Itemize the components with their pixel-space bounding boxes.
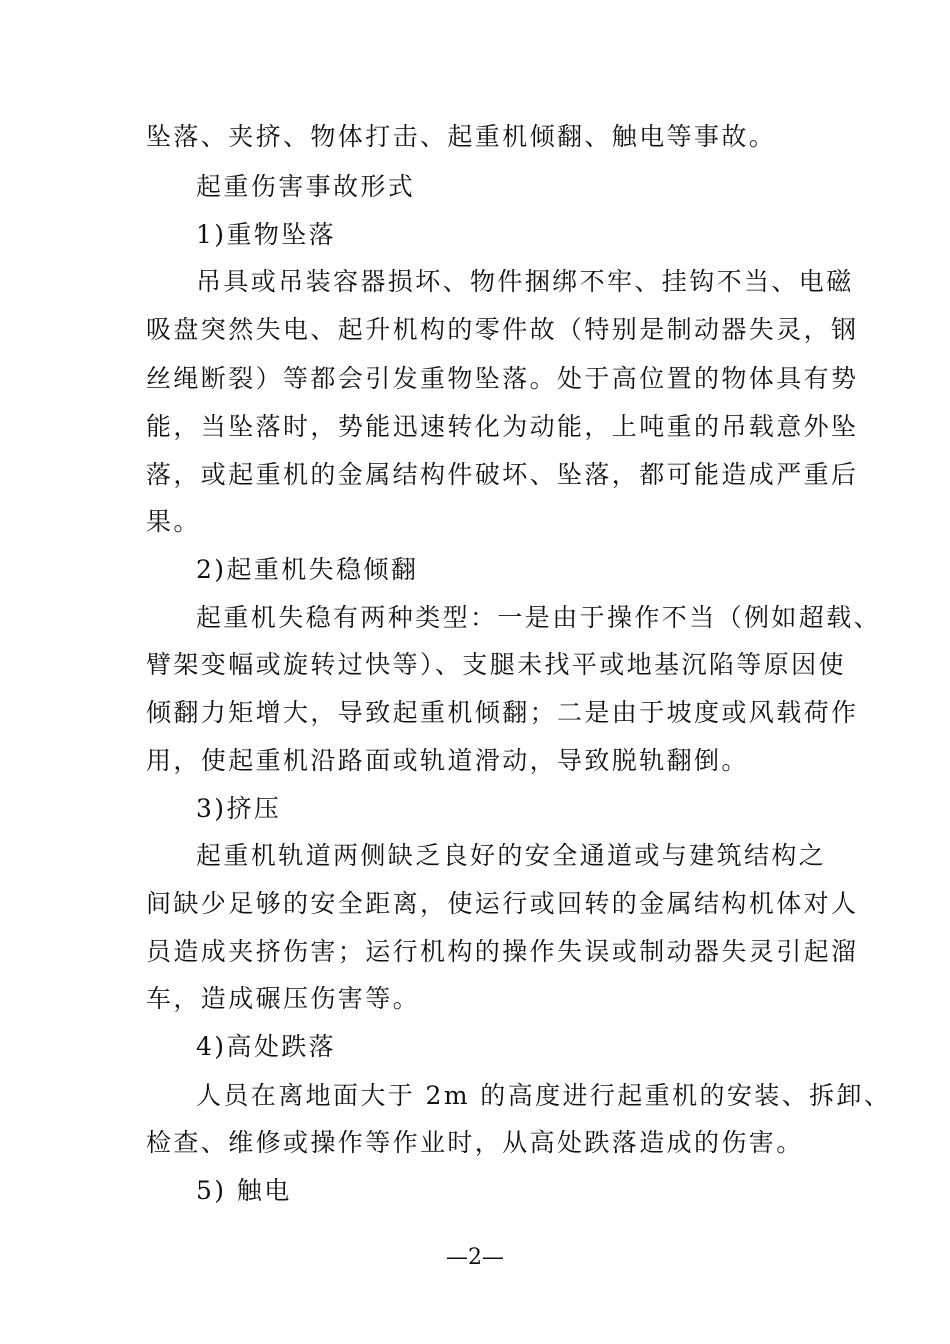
- subsection-heading: 5) 触电: [196, 1176, 292, 1205]
- text-line: 倾翻力矩增大，导致起重机倾翻；二是由于坡度或风载荷作: [146, 698, 859, 727]
- text-line: 丝绳断裂）等都会引发重物坠落。处于高位置的物体具有势: [146, 364, 859, 393]
- text-line: 能，当坠落时，势能迅速转化为动能，上吨重的吊载意外坠: [146, 412, 859, 441]
- text-line: 人员在离地面大于 2m 的高度进行起重机的安装、拆卸、: [196, 1081, 892, 1110]
- text-line: 起重机轨道两侧缺乏良好的安全通道或与建筑结构之: [196, 841, 827, 870]
- page-number: —2—: [446, 1245, 504, 1270]
- section-heading: 起重伤害事故形式: [196, 172, 416, 201]
- subsection-heading: 1)重物坠落: [196, 220, 337, 249]
- text-line: 吊具或吊装容器损坏、物件捆绑不牢、挂钩不当、电磁: [196, 267, 854, 296]
- text-line: 用，使起重机沿路面或轨道滑动，导致脱轨翻倒。: [146, 746, 749, 775]
- text-line: 检查、维修或操作等作业时，从高处跌落造成的伤害。: [146, 1128, 804, 1157]
- subsection-heading: 3)挤压: [196, 794, 282, 823]
- text-line: 员造成夹挤伤害；运行机构的操作失误或制动器失灵引起溜: [146, 937, 859, 966]
- text-line: 吸盘突然失电、起升机构的零件故（特别是制动器失灵，钢: [146, 315, 859, 344]
- text-line: 臂架变幅或旋转过快等）、支腿未找平或地基沉陷等原因使: [146, 650, 846, 679]
- text-line: 间缺少足够的安全距离，使运行或回转的金属结构机体对人: [146, 889, 859, 918]
- text-line: 车，造成碾压伤害等。: [146, 984, 421, 1013]
- text-line: 落，或起重机的金属结构件破坏、坠落，都可能造成严重后: [146, 460, 859, 489]
- subsection-heading: 2)起重机失稳倾翻: [196, 555, 419, 584]
- text-line: 起重机失稳有两种类型：一是由于操作不当（例如超载、: [196, 603, 882, 632]
- text-line: 果。: [146, 507, 201, 536]
- text-line: 坠落、夹挤、物体打击、起重机倾翻、触电等事故。: [146, 122, 777, 151]
- subsection-heading: 4)高处跌落: [196, 1032, 337, 1061]
